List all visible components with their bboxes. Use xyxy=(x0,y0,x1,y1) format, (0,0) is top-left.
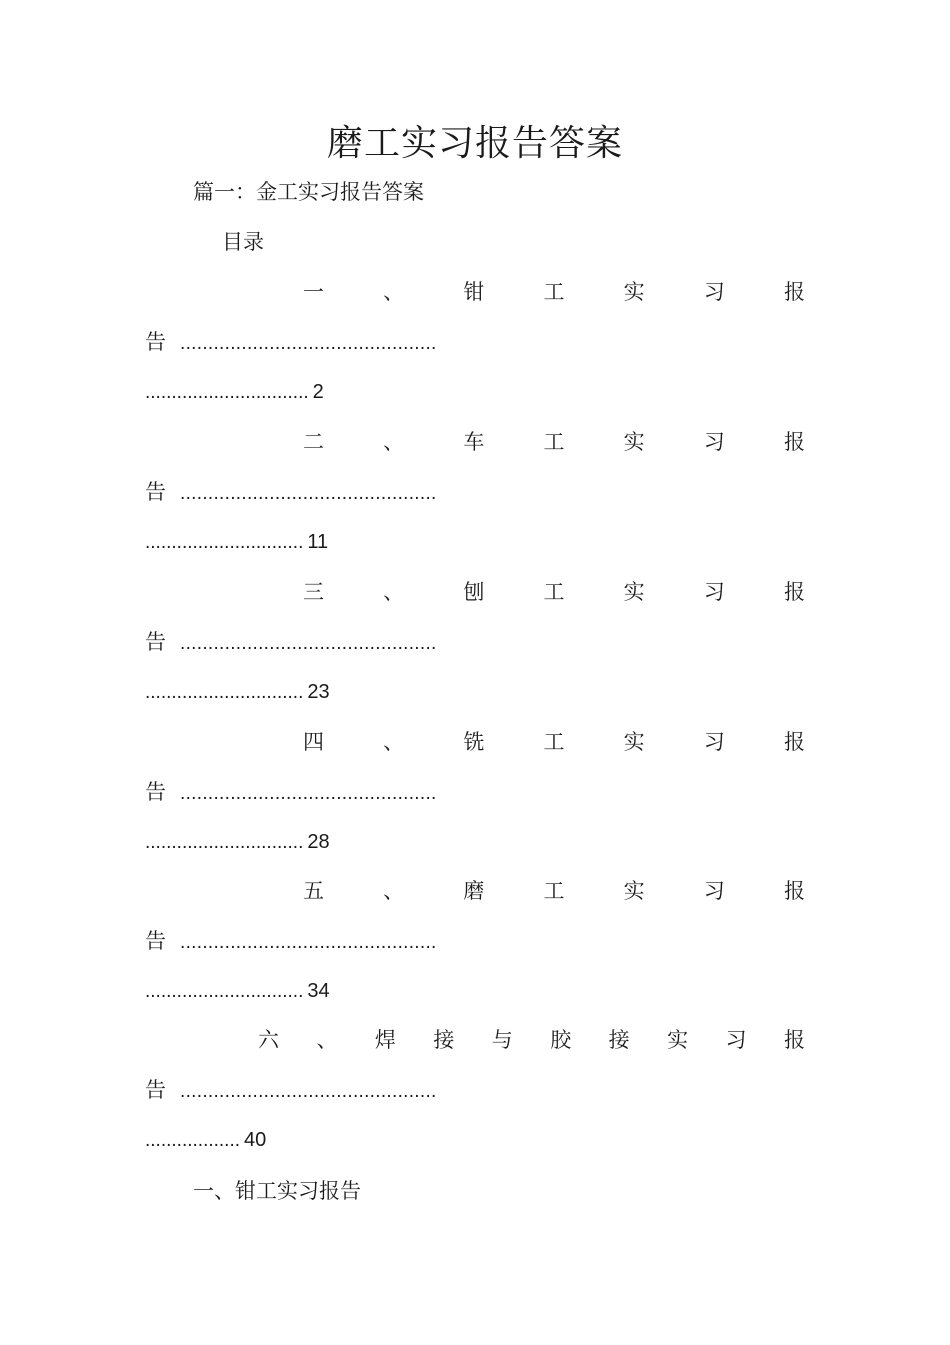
toc-entry-title-char: 、 xyxy=(383,580,405,604)
toc-entry-title-char: 工 xyxy=(543,580,565,604)
toc-entry-title-char: 五 xyxy=(303,879,324,903)
toc-leader-dots: .............................................. xyxy=(180,783,437,804)
toc-page-number: 34 xyxy=(307,980,330,1002)
toc-entry-title-end: 告 xyxy=(145,630,166,654)
toc-entry[interactable] xyxy=(0,576,950,726)
toc-entry-leader-line xyxy=(145,476,437,510)
toc-entry-leader-line xyxy=(145,326,437,360)
toc-entry-title-char: 实 xyxy=(623,730,645,754)
toc-page-number: 23 xyxy=(307,681,330,703)
toc-entry-title-char: 、 xyxy=(316,1028,338,1052)
toc-entry-title-char: 习 xyxy=(725,1028,747,1052)
toc-entry-title-char: 、 xyxy=(383,280,405,304)
toc-entry-page-line xyxy=(145,826,330,859)
toc-entry-title-end: 告 xyxy=(145,480,166,504)
section-heading: 一、钳工实习报告 xyxy=(193,1179,361,1203)
toc-entry-title xyxy=(303,726,805,758)
toc-page-number: 28 xyxy=(307,831,330,853)
toc-entry-title-char: 实 xyxy=(623,879,645,903)
toc-entry-title-char: 、 xyxy=(383,879,405,903)
toc-entry-title-char: 习 xyxy=(703,280,725,304)
toc-page-number: 40 xyxy=(244,1129,267,1151)
toc-entry-title-char: 刨 xyxy=(463,580,485,604)
toc-entry-title-char: 习 xyxy=(703,580,725,604)
toc-entry-page-line xyxy=(145,376,324,409)
toc-entry-title xyxy=(303,576,805,608)
toc-entry-title-char: 二 xyxy=(303,430,324,454)
toc-leader-dots: .............................. xyxy=(145,532,304,553)
toc-entry-title-char: 报 xyxy=(783,280,805,304)
toc-entry-title-char: 车 xyxy=(463,430,485,454)
toc-entry-title xyxy=(303,276,805,308)
toc-entry-title-char: 实 xyxy=(623,580,645,604)
toc-leader-dots: .............................................. xyxy=(180,932,437,953)
toc-leader-dots: .............................. xyxy=(145,832,304,853)
toc-page-number: 11 xyxy=(307,531,329,553)
toc-entry-leader-line xyxy=(145,925,437,959)
toc-leader-dots: .................. xyxy=(145,1130,241,1151)
toc-heading: 目录 xyxy=(222,230,264,254)
toc-entry-title-char: 六 xyxy=(258,1028,279,1052)
toc-entry-page-line xyxy=(145,975,330,1008)
toc-entry-title-end: 告 xyxy=(145,780,166,804)
toc-leader-dots: .............................................. xyxy=(180,333,437,354)
toc-entry-page-line xyxy=(145,1124,266,1157)
toc-entry-title-char: 实 xyxy=(623,280,645,304)
toc-entry-page-line xyxy=(145,526,328,559)
toc-entry-title-char: 报 xyxy=(783,580,805,604)
toc-entry[interactable] xyxy=(0,726,950,876)
toc-entry-title-char: 焊 xyxy=(374,1028,396,1052)
toc-entry-leader-line xyxy=(145,626,437,660)
toc-entry-title-end: 告 xyxy=(145,929,166,953)
toc-entry-title-char: 工 xyxy=(543,430,565,454)
toc-entry[interactable] xyxy=(0,1024,950,1174)
toc-entry-title-char: 工 xyxy=(543,730,565,754)
toc-entry-title-char: 实 xyxy=(623,430,645,454)
toc-leader-dots: .............................. xyxy=(145,682,304,703)
toc-entry-title-char: 习 xyxy=(703,430,725,454)
toc-entry-title-char: 与 xyxy=(491,1028,513,1052)
toc-leader-dots: .............................................. xyxy=(180,633,437,654)
toc-entry-title-char: 实 xyxy=(667,1028,689,1052)
toc-entry-title-char: 钳 xyxy=(463,280,485,304)
document-title: 磨工实习报告答案 xyxy=(326,123,623,164)
toc-entry-title-char: 工 xyxy=(543,280,565,304)
toc-leader-dots: .............................. xyxy=(145,981,304,1002)
toc-entry-title-char: 接 xyxy=(433,1028,455,1052)
toc-entry-title xyxy=(303,426,805,458)
toc-entry-title-char: 报 xyxy=(783,1028,805,1052)
toc-entry-title-char: 四 xyxy=(303,730,324,754)
toc-entry-title xyxy=(258,1024,805,1056)
toc-entry-title-char: 、 xyxy=(383,730,405,754)
toc-entry-title-char: 报 xyxy=(783,430,805,454)
toc-entry-title-char: 报 xyxy=(783,730,805,754)
toc-entry-leader-line xyxy=(145,1074,437,1108)
toc-entry-title-char: 胶 xyxy=(550,1028,572,1052)
toc-entry-title-end: 告 xyxy=(145,330,166,354)
toc-entry-title-char: 、 xyxy=(383,430,405,454)
document-subtitle: 篇一：金工实习报告答案 xyxy=(193,180,424,204)
toc-entry-title xyxy=(303,875,805,907)
toc-entry-title-end: 告 xyxy=(145,1078,166,1102)
toc-entry-title-char: 三 xyxy=(303,580,324,604)
toc-entry-leader-line xyxy=(145,776,437,810)
toc-entry-title-char: 工 xyxy=(543,879,565,903)
toc-page-number: 2 xyxy=(312,381,324,403)
toc-entry[interactable] xyxy=(0,426,950,576)
toc-leader-dots: ............................... xyxy=(145,382,309,403)
toc-entry-title-char: 接 xyxy=(608,1028,630,1052)
toc-entry-title-char: 报 xyxy=(783,879,805,903)
toc-entry[interactable] xyxy=(0,875,950,1025)
toc-entry-title-char: 磨 xyxy=(463,879,485,903)
toc-entry-title-char: 一 xyxy=(303,280,324,304)
toc-entry-title-char: 习 xyxy=(703,730,725,754)
toc-leader-dots: .............................................. xyxy=(180,483,437,504)
toc-leader-dots: .............................................. xyxy=(180,1081,437,1102)
toc-entry-title-char: 铣 xyxy=(463,730,485,754)
toc-entry-page-line xyxy=(145,676,330,709)
toc-entry[interactable] xyxy=(0,276,950,426)
toc-entry-title-char: 习 xyxy=(703,879,725,903)
